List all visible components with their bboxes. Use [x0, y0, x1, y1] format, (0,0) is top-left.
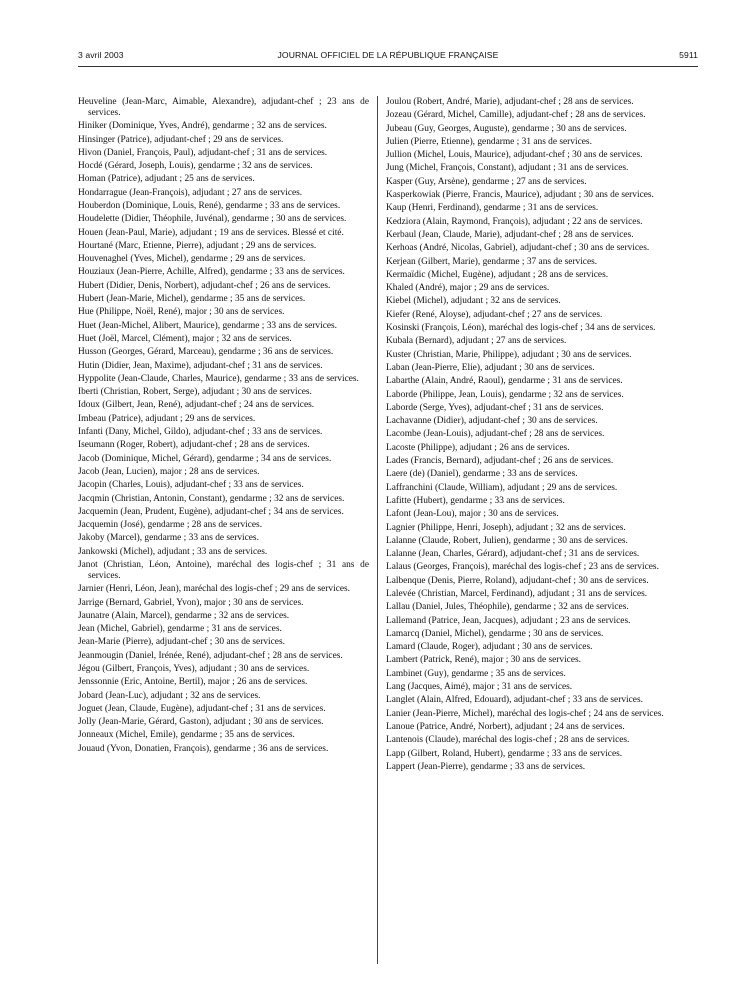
list-entry: Khaled (André), major ; 29 ans de services. [386, 283, 550, 294]
list-entry: Janot (Christian, Léon, Antoine), maréchal des logis-chef ; 31 ans de services. [78, 560, 369, 581]
list-entry: Jankowski (Michel), adjudant ; 33 ans de services. [78, 546, 268, 557]
list-entry: Kerhoas (André, Nicolas, Gabriel), adjudant-chef ; 30 ans de services. [386, 243, 650, 254]
list-entry: Houvenaghel (Yves, Michel), gendarme ; 29 ans de services. [78, 254, 306, 265]
list-entry: Lang (Jacques, Aimé), major ; 31 ans de services. [386, 682, 573, 693]
list-entry: Kuster (Christian, Marie, Philippe), adjudant ; 30 ans de services. [386, 349, 632, 360]
list-entry: Husson (Georges, Gérard, Marceau), gendarme ; 36 ans de services. [78, 347, 334, 358]
list-entry: Jean (Michel, Gabriel), gendarme ; 31 ans de services. [78, 624, 282, 635]
list-entry: Hourtané (Marc, Etienne, Pierre), adjudant ; 29 ans de services. [78, 240, 317, 251]
list-entry: Jung (Michel, François, Constant), adjudant ; 31 ans de services. [386, 163, 629, 174]
list-entry: Kosinski (François, Léon), maréchal des logis-chef ; 34 ans de services. [386, 323, 656, 334]
list-entry: Hubert (Jean-Marie, Michel), gendarme ; 35 ans de services. [78, 294, 306, 305]
list-entry: Lantenois (Claude), maréchal des logis-chef ; 28 ans de services. [386, 735, 630, 746]
list-entry: Kiefer (René, Aloyse), adjudant-chef ; 27 ans de services. [386, 309, 603, 320]
list-entry: Jakoby (Marcel), gendarme ; 33 ans de services. [78, 533, 259, 544]
list-entry: Jarnier (Henri, Léon, Jean), maréchal des logis-chef ; 29 ans de services. [78, 584, 351, 595]
list-entry: Lagnier (Philippe, Henri, Joseph), adjudant ; 32 ans de services. [386, 522, 626, 533]
list-entry: Lalbenque (Denis, Pierre, Roland), adjudant-chef ; 30 ans de services. [386, 575, 649, 586]
list-entry: Laere (de) (Daniel), gendarme ; 33 ans de services. [386, 469, 578, 480]
list-entry: Lachavanne (Didier), adjudant-chef ; 30 ans de services. [386, 416, 598, 427]
list-entry: Laban (Jean-Pierre, Elie), adjudant ; 30 ans de services. [386, 362, 595, 373]
list-entry: Houziaux (Jean-Pierre, Achille, Alfred), gendarme ; 33 ans de services. [78, 267, 345, 278]
list-entry: Lalevée (Christian, Marcel, Ferdinand), adjudant ; 31 ans de services. [386, 588, 648, 599]
list-entry: Lacoste (Philippe), adjudant ; 26 ans de services. [386, 442, 570, 453]
list-entry: Kerbaul (Jean, Claude, Marie), adjudant-chef ; 28 ans de services. [386, 229, 634, 240]
list-entry: Joguet (Jean, Claude, Eugène), adjudant-chef ; 31 ans de services. [78, 703, 326, 714]
list-entry: Laborde (Serge, Yves), adjudant-chef ; 31 ans de services. [386, 402, 604, 413]
list-entry: Lalanne (Jean, Charles, Gérard), adjudant-chef ; 31 ans de services. [386, 549, 640, 560]
list-entry: Hiniker (Dominique, Yves, André), gendarme ; 32 ans de services. [78, 121, 327, 132]
list-entry: Lallau (Daniel, Jules, Théophile), gendarme ; 32 ans de services. [386, 602, 629, 613]
page-header [78, 50, 698, 64]
list-entry: Joulou (Robert, André, Marie), adjudant-chef ; 28 ans de services. [386, 97, 634, 107]
list-entry: Jonneaux (Michel, Emile), gendarme ; 35 ans de services. [78, 730, 295, 741]
list-entry: Jenssonnie (Eric, Antoine, Bertil), major ; 26 ans de services. [78, 677, 308, 688]
list-entry: Jaunatre (Alain, Marcel), gendarme ; 32 ans de services. [78, 610, 290, 621]
list-entry: Imbeau (Patrice), adjudant ; 29 ans de services. [78, 413, 256, 424]
list-entry: Iseumann (Roger, Robert), adjudant-chef ; 28 ans de services. [78, 440, 310, 451]
list-entry: Jacquemin (Jean, Prudent, Eugène), adjudant-chef ; 34 ans de services. [78, 506, 344, 517]
list-entry: Laborde (Philippe, Jean, Louis), gendarme ; 32 ans de services. [386, 389, 624, 400]
list-entry: Iberti (Christian, Robert, Serge), adjudant ; 30 ans de services. [78, 387, 312, 398]
list-entry: Jozeau (Gérard, Michel, Camille), adjudant-chef ; 28 ans de services. [386, 110, 646, 121]
list-entry: Jullion (Michel, Louis, Maurice), adjudant-chef ; 30 ans de services. [386, 150, 643, 161]
list-entry: Lafitte (Hubert), gendarme ; 33 ans de services. [386, 495, 565, 506]
list-entry: Lalanne (Claude, Robert, Julien), gendarme ; 30 ans de services. [386, 535, 628, 546]
list-entry: Julien (Pierre, Etienne), gendarme ; 31 ans de services. [386, 136, 592, 147]
list-entry: Kiebel (Michel), adjudant ; 32 ans de services. [386, 296, 561, 307]
list-entry: Huet (Joël, Marcel, Clément), major ; 32 ans de services. [78, 333, 292, 344]
list-entry: Kasper (Guy, Arsène), gendarme ; 27 ans de services. [386, 176, 587, 187]
header-date: 3 avril 2003 [78, 50, 124, 60]
list-entry: Jean-Marie (Pierre), adjudant-chef ; 30 ans de services. [78, 637, 285, 648]
list-entry: Lamarcq (Daniel, Michel), gendarme ; 30 ans de services. [386, 628, 604, 639]
list-entry: Hubert (Didier, Denis, Norbert), adjudant-chef ; 26 ans de services. [78, 280, 331, 291]
list-entry: Jobard (Jean-Luc), adjudant ; 32 ans de services. [78, 690, 261, 701]
list-entry: Lambinet (Guy), gendarme ; 35 ans de services. [386, 668, 566, 679]
list-entry: Houberdon (Dominique, Louis, René), gendarme ; 33 ans de services. [78, 200, 341, 211]
list-entry: Lallemand (Patrice, Jean, Jacques), adjudant ; 23 ans de services. [386, 615, 631, 626]
page-number: 5911 [679, 50, 698, 60]
list-entry: Labarthe (Alain, André, Raoul), gendarme ; 31 ans de services. [386, 376, 623, 387]
list-entry: Houen (Jean-Paul, Marie), adjudant ; 19 ans de services. Blessé et cité. [78, 227, 344, 238]
right-column [386, 97, 677, 775]
list-entry: Kerjean (Gilbert, Marie), gendarme ; 37 ans de services. [386, 256, 598, 267]
list-entry: Hinsinger (Patrice), adjudant-chef ; 29 ans de services. [78, 134, 284, 145]
left-column [78, 97, 369, 757]
list-entry: Heuveline (Jean-Marc, Aimable, Alexandre), adjudant-chef ; 23 ans de services. [78, 97, 369, 118]
list-entry: Hivon (Daniel, François, Paul), adjudant-chef ; 31 ans de services. [78, 147, 328, 158]
column-divider [377, 96, 378, 964]
list-entry: Hocdé (Gérard, Joseph, Louis), gendarme ; 32 ans de services. [78, 161, 313, 172]
list-entry: Jacob (Jean, Lucien), major ; 28 ans de services. [78, 466, 260, 477]
list-entry: Houdelette (Didier, Théophile, Juvénal), gendarme ; 30 ans de services. [78, 214, 347, 225]
list-entry: Kaup (Henri, Ferdinand), gendarme ; 31 ans de services. [386, 203, 599, 214]
list-entry: Huet (Jean-Michel, Alibert, Maurice), gendarme ; 33 ans de services. [78, 320, 338, 331]
list-entry: Lades (Francis, Bernard), adjudant-chef ; 26 ans de services. [386, 456, 614, 467]
list-entry: Kasperkowiak (Pierre, Francis, Maurice), adjudant ; 30 ans de services. [386, 190, 654, 201]
list-entry: Jacob (Dominique, Michel, Gérard), gendarme ; 34 ans de services. [78, 453, 332, 464]
list-entry: Laffranchini (Claude, William), adjudant ; 29 ans de services. [386, 482, 618, 493]
list-entry: Jacqmin (Christian, Antonin, Constant), gendarme ; 32 ans de services. [78, 493, 345, 504]
list-entry: Jarrige (Bernard, Gabriel, Yvon), major ; 30 ans de services. [78, 597, 304, 608]
list-entry: Lanoue (Patrice, André, Norbert), adjudant ; 24 ans de services. [386, 721, 625, 732]
list-entry: Lappert (Jean-Pierre), gendarme ; 33 ans de services. [386, 761, 586, 772]
list-entry: Hue (Philippe, Noël, René), major ; 30 ans de services. [78, 307, 285, 318]
list-entry: Lambert (Patrick, René), major ; 30 ans de services. [386, 655, 581, 666]
list-entry: Kermaïdic (Michel, Eugène), adjudant ; 28 ans de services. [386, 269, 609, 280]
list-entry: Idoux (Gilbert, Jean, René), adjudant-chef ; 24 ans de services. [78, 400, 315, 411]
list-entry: Kubala (Bernard), adjudant ; 27 ans de services. [386, 336, 567, 347]
list-entry: Kedziora (Alain, Raymond, François), adjudant ; 22 ans de services. [386, 216, 643, 227]
list-entry: Hyppolite (Jean-Claude, Charles, Maurice), gendarme ; 33 ans de services. [78, 373, 359, 384]
journal-title: JOURNAL OFFICIEL DE LA RÉPUBLIQUE FRANÇAISE [277, 50, 499, 60]
list-entry: Jégou (Gilbert, François, Yves), adjudant ; 30 ans de services. [78, 663, 310, 674]
list-entry: Homan (Patrice), adjudant ; 25 ans de services. [78, 174, 255, 185]
list-entry: Jolly (Jean-Marie, Gérard, Gaston), adjudant ; 30 ans de services. [78, 717, 324, 728]
list-entry: Lamard (Claude, Roger), adjudant ; 30 ans de services. [386, 642, 593, 653]
list-entry: Hondarrague (Jean-François), adjudant ; 27 ans de services. [78, 187, 303, 198]
list-entry: Lacombe (Jean-Louis), adjudant-chef ; 28 ans de services. [386, 429, 605, 440]
list-entry: Infanti (Dany, Michel, Gildo), adjudant-chef ; 33 ans de services. [78, 427, 323, 438]
list-entry: Lapp (Gilbert, Roland, Hubert), gendarme ; 33 ans de services. [386, 748, 623, 759]
list-entry: Jouaud (Yvon, Donatien, François), gendarme ; 36 ans de services. [78, 743, 329, 754]
list-entry: Hutin (Didier, Jean, Maxime), adjudant-chef ; 31 ans de services. [78, 360, 323, 371]
list-entry: Jeanmougin (Daniel, Irénée, René), adjudant-chef ; 28 ans de services. [78, 650, 343, 661]
list-entry: Langlet (Alain, Alfred, Edouard), adjudant-chef ; 33 ans de services. [386, 695, 643, 706]
list-entry: Jubeau (Guy, Georges, Auguste), gendarme ; 30 ans de services. [386, 123, 627, 134]
list-entry: Jacopin (Charles, Louis), adjudant-chef ; 33 ans de services. [78, 480, 304, 491]
list-entry: Lanier (Jean-Pierre, Michel), maréchal des logis-chef ; 24 ans de services. [386, 708, 664, 719]
list-entry: Jacquemin (José), gendarme ; 28 ans de services. [78, 520, 263, 531]
list-entry: Lafont (Jean-Lou), major ; 30 ans de services. [386, 509, 559, 520]
list-entry: Lalaus (Georges, François), maréchal des logis-chef ; 23 ans de services. [386, 562, 659, 573]
header-rule [78, 66, 698, 67]
